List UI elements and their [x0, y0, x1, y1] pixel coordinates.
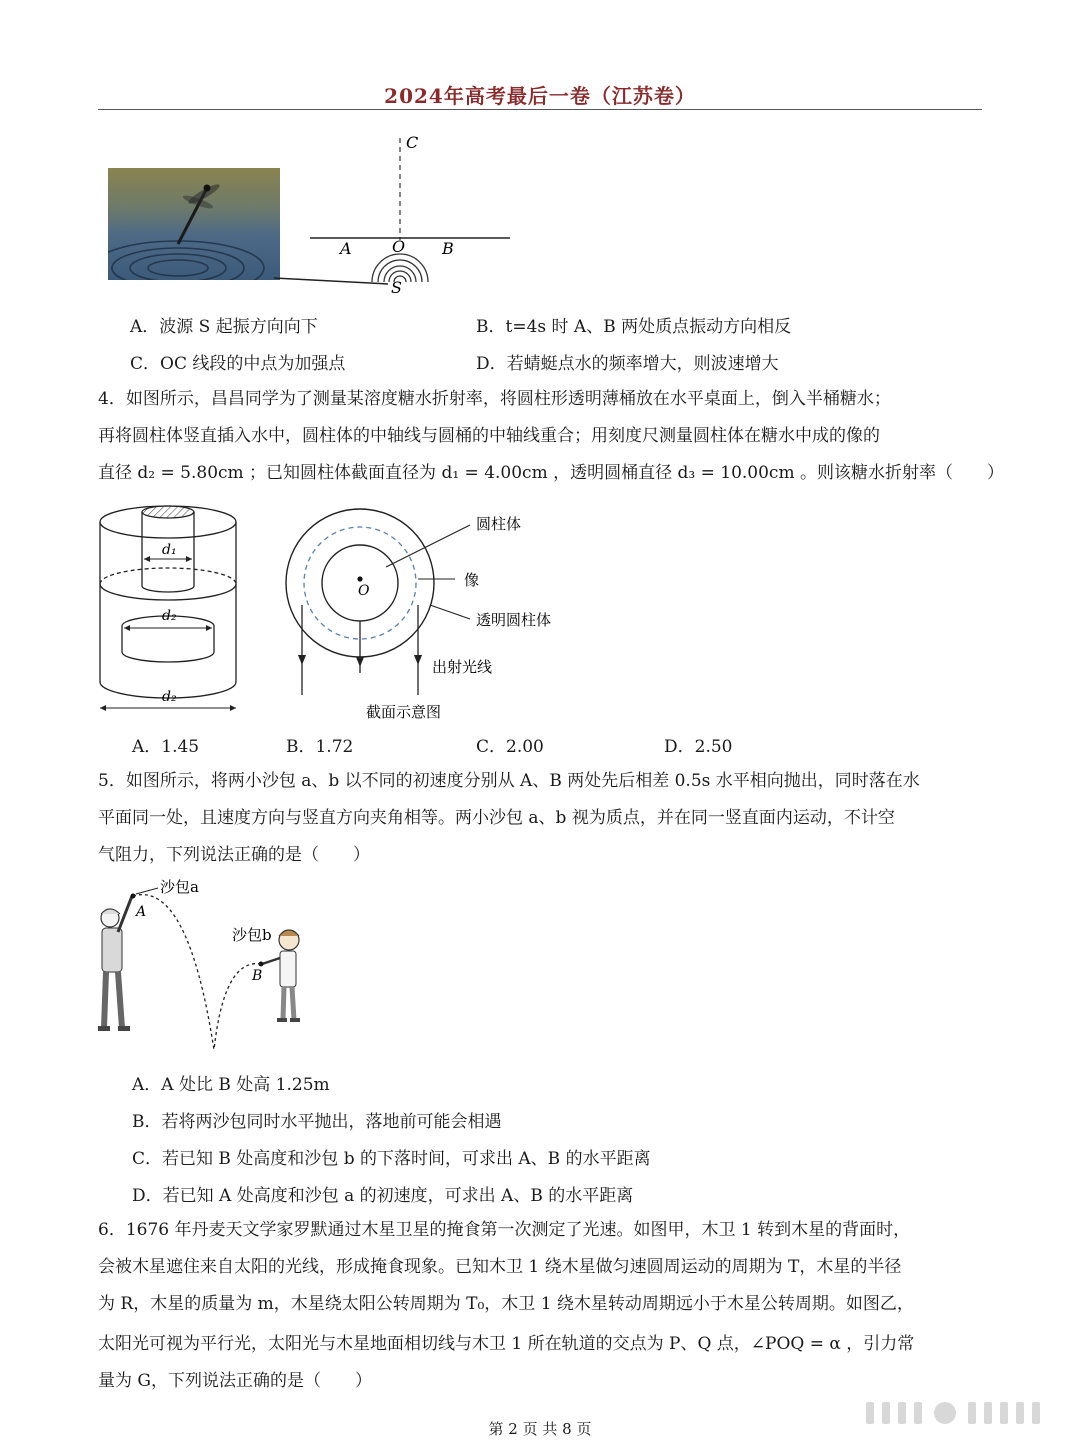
sandbag-throw-figure	[96, 872, 336, 1057]
q5-line-2: 平面同一处，且速度方向与竖直方向夹角相等。两小沙包 a、b 视为质点，并在同一竖直面内运动，不计空	[98, 808, 895, 828]
cylinder-3d-figure	[92, 500, 252, 725]
q4-option-a: A．1.45	[132, 737, 200, 757]
q4-option-c: C．2.00	[476, 737, 544, 757]
label-o: O	[392, 237, 406, 256]
q5-line-1: 5．如图所示，将两小沙包 a、b 以不同的初速度分别从 A、B 两处先后相差 0.5s 水平相向抛出，同时落在水	[98, 771, 920, 791]
label-c: C	[406, 133, 419, 152]
q3-option-a: A．波源 S 起振方向向下	[130, 317, 318, 337]
q3-option-c: C．OC 线段的中点为加强点	[130, 354, 346, 374]
q5-option-b: B．若将两沙包同时水平抛出，落地前可能会相遇	[132, 1112, 502, 1132]
q4-line-1: 4．如图所示，昌昌同学为了测量某溶度糖水折射率，将圆柱形透明薄桶放在水平桌面上，倒入半桶糖水；	[98, 389, 891, 409]
q3-option-d: D．若蜻蜓点水的频率增大，则波速增大	[476, 354, 779, 374]
q6-line-1: 6．1676 年丹麦天文学家罗默通过木星卫星的掩食第一次测定了光速。如图甲，木卫 1 转到木星的背面时，	[98, 1220, 911, 1240]
q4-line-3: 直径 d₂ = 5.80cm ；已知圆柱体截面直径为 d₁ = 4.00cm ，透明圆桶直径 d₃ = 10.00cm 。则该糖水折射率（ ）	[98, 463, 1004, 483]
label-s: S	[391, 278, 402, 297]
label-center-o: O	[358, 583, 370, 599]
dragonfly-icon	[178, 182, 222, 244]
q6-line-5: 量为 G，下列说法正确的是（ ）	[98, 1371, 372, 1391]
q4-option-b: B．1.72	[286, 737, 354, 757]
q5-line-3: 气阻力，下列说法正确的是（ ）	[98, 845, 370, 865]
q5-option-d: D．若已知 A 处高度和沙包 a 的初速度，可求出 A、B 的水平距离	[132, 1186, 634, 1206]
q4-line-2: 再将圆柱体竖直插入水中，圆柱体的中轴线与圆桶的中轴线重合；用刻度尺测量圆柱体在糖水中成的像的	[98, 426, 880, 446]
q6-line-4: 太阳光可视为平行光，太阳光与木星地面相切线与木卫 1 所在轨道的交点为 P、Q 点，∠POQ = α ，引力常	[98, 1334, 915, 1354]
label-sandbag-b: 沙包b	[232, 926, 272, 944]
label-d2-inner: d₂	[162, 608, 177, 624]
label-b: B	[442, 239, 454, 258]
q5-option-a: A．A 处比 B 处高 1.25m	[132, 1075, 330, 1095]
page-number: 第 2 页 共 8 页	[488, 1420, 592, 1438]
label-image: 像	[464, 571, 480, 589]
wave-diagram	[270, 130, 530, 300]
q4-option-d: D．2.50	[664, 737, 733, 757]
label-a: A	[340, 239, 352, 258]
q3-option-b: B．t=4s 时 A、B 两处质点振动方向相反	[476, 317, 792, 337]
dragonfly-photo	[108, 168, 280, 280]
header-divider	[98, 109, 982, 110]
label-point-b: B	[252, 968, 263, 984]
figure-caption: 截面示意图	[366, 703, 442, 721]
label-sandbag-a: 沙包a	[160, 878, 199, 896]
page-header-title: 2024年高考最后一卷（江苏卷）	[384, 84, 696, 108]
label-cylinder: 圆柱体	[476, 515, 522, 533]
label-point-a: A	[136, 904, 147, 920]
label-transparent-cylinder: 透明圆柱体	[476, 611, 552, 629]
q6-line-3: 为 R，木星的质量为 m，木星绕太阳公转周期为 T₀，木卫 1 绕木星转动周期远小于木星公转周期。如图乙，	[98, 1294, 914, 1314]
cross-section-figure	[280, 505, 600, 725]
label-d2-bottom: d₂	[162, 689, 177, 705]
q5-option-c: C．若已知 B 处高度和沙包 b 的下落时间，可求出 A、B 的水平距离	[132, 1149, 651, 1169]
q6-line-2: 会被木星遮住来自太阳的光线，形成掩食现象。已知木卫 1 绕木星做匀速圆周运动的周期为 T，木星的半径	[98, 1257, 902, 1277]
person-left-icon	[98, 896, 132, 1031]
label-d1: d₁	[162, 542, 177, 558]
label-exit-rays: 出射光线	[432, 658, 493, 676]
